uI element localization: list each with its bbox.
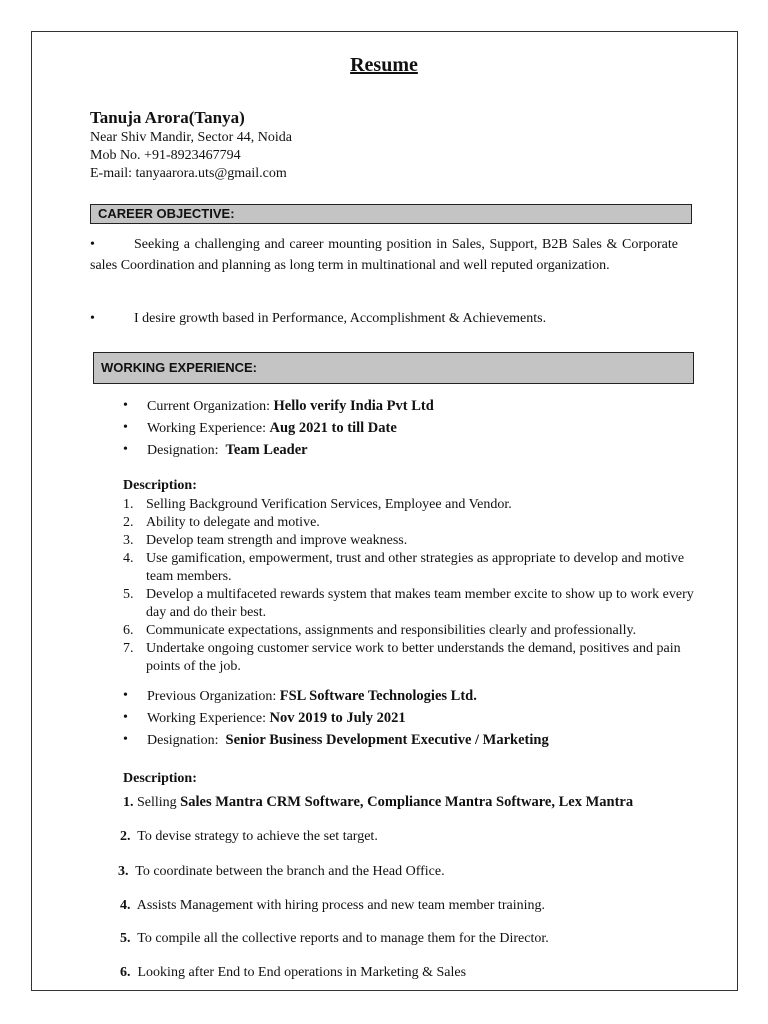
document-title: Resume [350, 54, 418, 76]
previous-duty-5: 5. To compile all the collective reports and to manage them for the Director. [120, 931, 549, 946]
current-description-heading: Description: [123, 478, 197, 493]
item-number: 3. [118, 864, 129, 879]
value: Hello verify India Pvt Ltd [273, 398, 434, 414]
list-item: 1. Selling Background Verification Services, Employee and Vendor. [123, 497, 512, 512]
previous-organization [123, 685, 549, 707]
label: Current Organization: [147, 399, 274, 414]
objective-point-1 [90, 234, 678, 276]
career-objective-heading: CAREER OBJECTIVE: [90, 204, 692, 224]
list-item: 6. Communicate expectations, assignments and responsibilities clearly and professionally. [123, 623, 637, 638]
working-experience-heading: WORKING EXPERIENCE: [93, 352, 694, 384]
bullet-icon: • [123, 710, 128, 725]
bullet-icon: • [123, 732, 128, 747]
item-number: 2. [120, 829, 131, 844]
previous-org-summary [123, 685, 549, 751]
item-number: 1. [123, 795, 137, 810]
objective-point-2 [90, 308, 678, 329]
list-item: 3. Develop team strength and improve weakness. [123, 533, 408, 548]
email: E-mail: tanyaarora.uts@gmail.com [90, 166, 287, 181]
current-duties-list [123, 496, 703, 676]
current-organization [123, 395, 434, 417]
list-item: 5. Develop a multifaceted rewards system that makes team member excite to show up to work every day and do their best. [123, 587, 694, 620]
value: Team Leader [225, 442, 308, 458]
list-item: 2. Ability to delegate and motive. [123, 515, 320, 530]
bullet-icon: • [123, 420, 128, 435]
value: Nov 2019 to July 2021 [269, 710, 406, 726]
value: FSL Software Technologies Ltd. [279, 688, 477, 704]
previous-experience [123, 707, 549, 729]
bullet-icon: • [90, 311, 95, 326]
item-number: 6. [120, 965, 131, 980]
previous-duty-6: 6. Looking after End to End operations in Marketing & Sales [120, 965, 467, 980]
current-designation [123, 439, 434, 461]
objective-text-2: I desire growth based in Performance, Accomplishment & Achievements. [134, 311, 547, 326]
label: Designation: [147, 733, 226, 748]
mobile-number: Mob No. +91-8923467794 [90, 148, 241, 163]
item-number: 5. [120, 931, 131, 946]
previous-duty-4: 4. Assists Management with hiring process and new team member training. [120, 898, 545, 913]
label: Working Experience: [147, 711, 270, 726]
bullet-icon: • [123, 688, 128, 703]
previous-duty-2: 2. To devise strategy to achieve the set target. [120, 829, 378, 844]
item-number: 4. [120, 898, 131, 913]
bullet-icon: • [123, 398, 128, 413]
candidate-name: Tanuja Arora(Tanya) [90, 108, 245, 127]
objective-text-1: Seeking a challenging and career mounting position in Sales, Support, B2B Sales & Corporate sales Coordination and planning as long term in multinational and well reputed organization. [90, 237, 678, 273]
current-experience [123, 417, 434, 439]
value: Senior Business Development Executive / Marketing [225, 732, 549, 748]
bullet-icon: • [123, 442, 128, 457]
label: Designation: [147, 443, 226, 458]
previous-duty-1: 1. Selling Sales Mantra CRM Software, Compliance Mantra Software, Lex Mantra [123, 794, 634, 810]
list-item: 4. Use gamification, empowerment, trust and other strategies as appropriate to develop and motive team members. [123, 551, 685, 584]
current-org-summary [123, 395, 434, 461]
previous-designation [123, 729, 549, 751]
previous-duty-3: 3. To coordinate between the branch and the Head Office. [118, 864, 445, 879]
previous-description-heading: Description: [123, 771, 197, 786]
list-item: 7. Undertake ongoing customer service work to better understands the demand, positives and pain points of the job. [123, 641, 681, 674]
address: Near Shiv Mandir, Sector 44, Noida [90, 130, 293, 145]
value: Aug 2021 to till Date [269, 420, 397, 436]
label: Working Experience: [147, 421, 270, 436]
label: Previous Organization: [147, 689, 280, 704]
bullet-icon: • [90, 237, 95, 252]
